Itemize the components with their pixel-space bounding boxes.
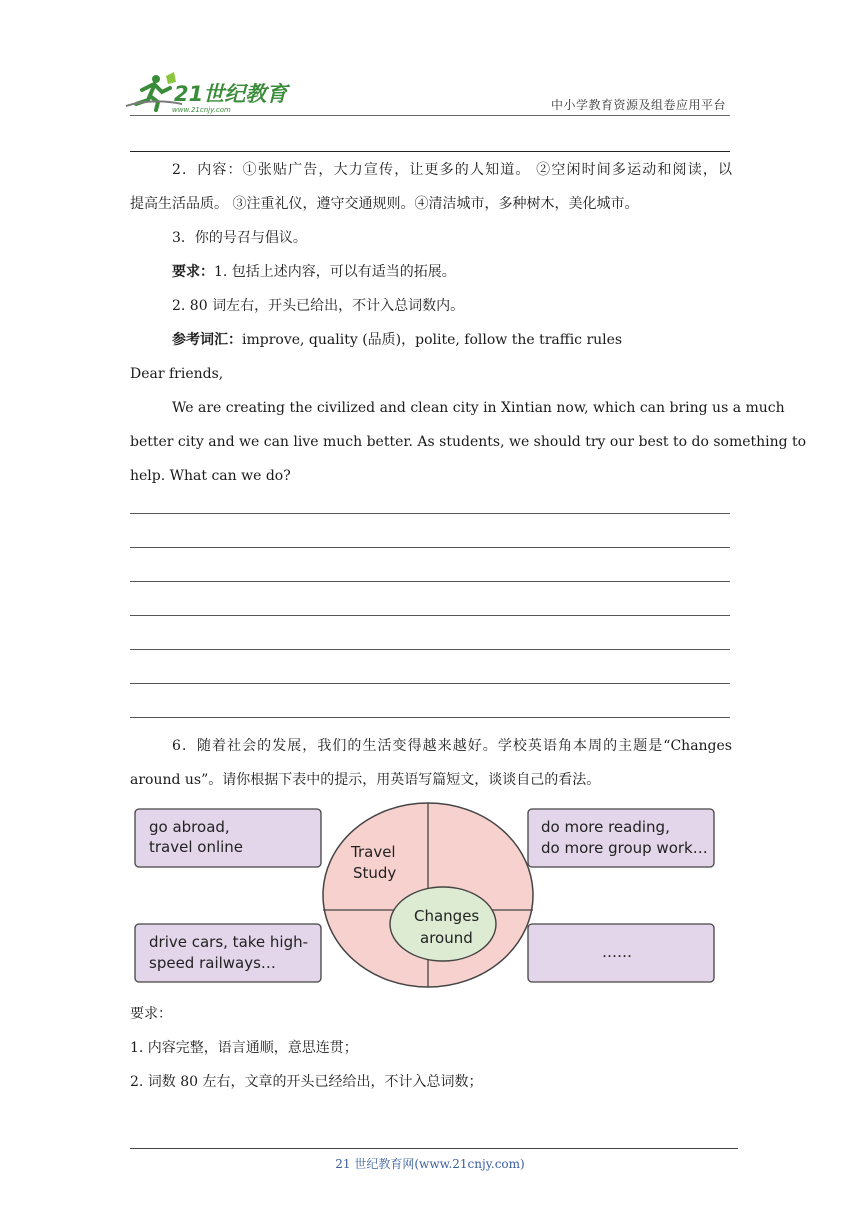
question-6-line: around us”。请你根据下表中的提示，用英语写篇短文，谈谈自己的看法。 — [130, 772, 601, 788]
req-item: 2. 词数 80 左右，文章的开头已经给出，不计入总词数； — [130, 1074, 483, 1090]
answer-line[interactable] — [130, 513, 730, 514]
box-br-text: …… — [602, 943, 632, 961]
requirements-label: 要求： — [172, 264, 214, 280]
letter-line: better city and we can live much better. As students, we should try our best to do something to — [130, 434, 807, 450]
box-tl-line2: travel online — [149, 838, 244, 856]
question-6-line: 6．随着社会的发展，我们的生活变得越来越好。学校英语角本周的主题是“Changes — [172, 738, 732, 754]
vocabulary-line — [130, 330, 732, 350]
answer-line[interactable] — [130, 615, 730, 616]
quad-travel: Travel — [351, 843, 396, 861]
req-title: 要求： — [130, 1006, 172, 1022]
quad-study: Study — [353, 864, 397, 882]
header-rule — [130, 115, 730, 116]
letter-line: We are creating the civilized and clean city in Xintian now, which can bring us a much — [172, 400, 785, 416]
req-item: 1. 内容完整，语言通顺，意思连贯； — [130, 1040, 358, 1056]
footer-rule — [130, 1148, 738, 1149]
vocabulary-label: 参考词汇： — [172, 332, 242, 348]
logo-url: www.21cnjy.com — [172, 106, 231, 114]
header-rule-thick — [130, 151, 730, 152]
changes-diagram — [130, 800, 720, 990]
requirements-line — [130, 262, 732, 282]
answer-line[interactable] — [130, 683, 730, 684]
site-logo — [122, 70, 292, 116]
footer-text[interactable]: 21 世纪教育网(www.21cnjy.com) — [335, 1157, 525, 1171]
requirements-text: 1. 包括上述内容，可以有适当的拓展。 — [214, 264, 456, 280]
letter-line: help. What can we do? — [130, 468, 291, 484]
answer-line[interactable] — [130, 581, 730, 582]
paragraph-line: 2．内容：①张贴广告，大力宣传，让更多的人知道。 ②空闲时间多运动和阅读，以 — [172, 162, 732, 178]
logo-wordmark: 21世纪教育 — [174, 82, 288, 106]
box-bl-line1: drive cars, take high- — [149, 933, 309, 951]
letter-greeting: Dear friends, — [130, 366, 224, 382]
center-line2: around — [420, 929, 473, 947]
header-platform-text: 中小学教育资源及组卷应用平台 — [550, 98, 726, 112]
box-tl-line1: go abroad, — [149, 818, 230, 836]
answer-line[interactable] — [130, 717, 730, 718]
vocabulary-text: improve, quality (品质)，polite, follow the traffic rules — [242, 332, 623, 348]
box-tr-line2: do more group work… — [541, 839, 708, 857]
answer-line[interactable] — [130, 547, 730, 548]
box-tr-line1: do more reading, — [541, 818, 670, 836]
answer-line[interactable] — [130, 649, 730, 650]
paragraph-line: 2. 80 词左右，开头已给出，不计入总词数内。 — [172, 298, 465, 314]
box-bl-line2: speed railways… — [149, 954, 276, 972]
paragraph-line: 提高生活品质。 ③注重礼仪，遵守交通规则。④清洁城市，多种树木，美化城市。 — [130, 196, 639, 212]
center-line1: Changes — [414, 907, 480, 925]
paragraph-line: 3．你的号召与倡议。 — [172, 230, 307, 246]
